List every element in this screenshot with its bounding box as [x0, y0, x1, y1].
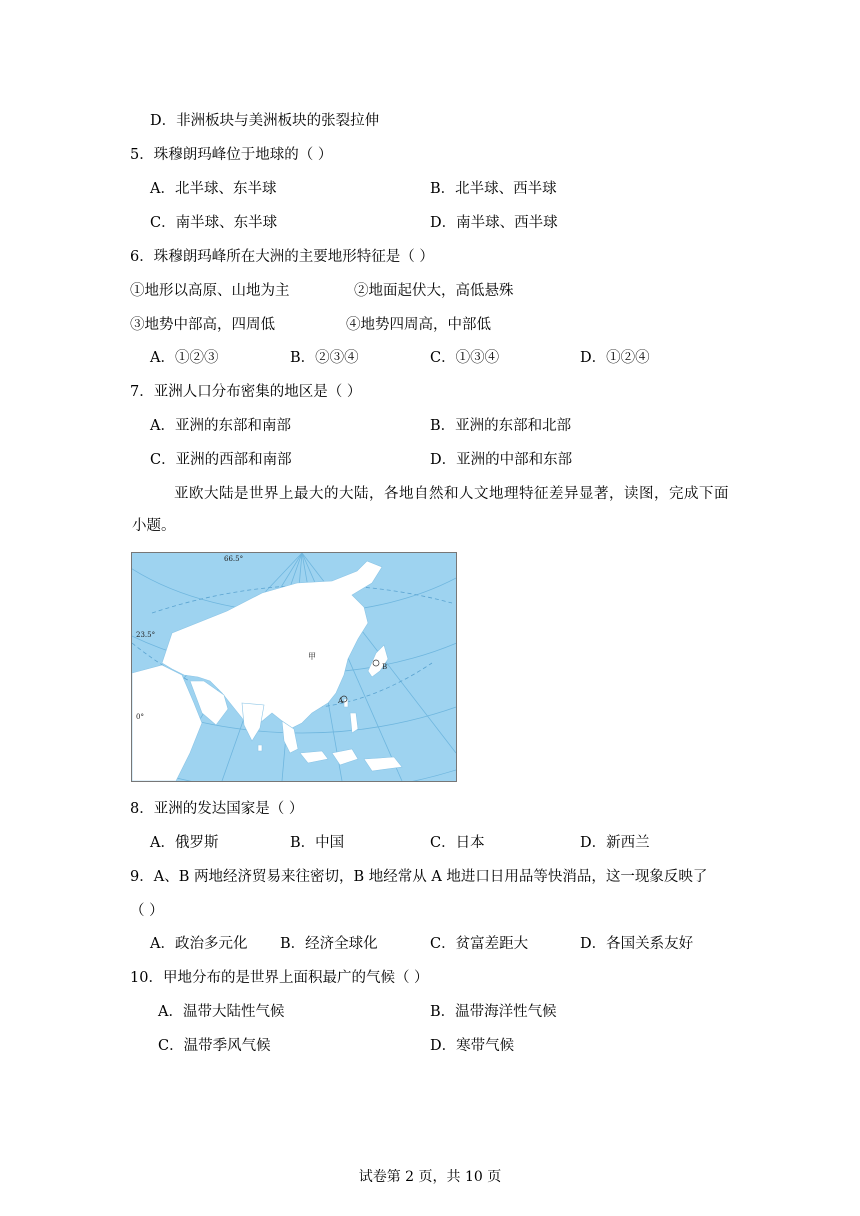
- asia-map: [131, 552, 457, 782]
- q8-option-d: D．新西兰: [580, 835, 650, 851]
- q7-option-b: B．亚洲的东部和北部: [430, 418, 572, 434]
- q10-stem: 10．甲地分布的是世界上面积最广的气候（ ）: [130, 970, 429, 986]
- q8-stem: 8．亚洲的发达国家是（ ）: [130, 801, 304, 817]
- q6-item-3: ③地势中部高，四周低: [130, 317, 275, 333]
- label-jia: 甲: [308, 652, 316, 661]
- q6-option-a: A．①②③: [150, 350, 219, 366]
- q5-option-b: B．北半球、西半球: [430, 181, 557, 197]
- label-66-5: 66.5°: [224, 555, 244, 563]
- label-a: A: [338, 697, 344, 705]
- q10-option-a: A．温带大陆性气候: [158, 1004, 285, 1020]
- q10-option-b: B．温带海洋性气候: [430, 1004, 557, 1020]
- q6-option-b: B．②③④: [290, 350, 359, 366]
- q9-option-d: D．各国关系友好: [580, 936, 694, 952]
- q7-option-a: A．亚洲的东部和南部: [150, 418, 291, 434]
- q5-option-c: C．南半球、东半球: [150, 215, 278, 231]
- q8-option-c: C．日本: [430, 835, 485, 851]
- q10-option-d: D．寒带气候: [430, 1038, 515, 1054]
- label-b: B: [382, 663, 388, 671]
- q9-option-a: A．政治多元化: [150, 936, 248, 952]
- q5-option-a: A．北半球、东半球: [150, 181, 277, 197]
- q9-stem-cont: （ ）: [130, 903, 164, 919]
- q9-option-c: C．贫富差距大: [430, 936, 529, 952]
- q6-option-c: C．①③④: [430, 350, 500, 366]
- q5-option-d: D．南半球、西半球: [430, 215, 558, 231]
- map-graphic: [132, 553, 456, 781]
- label-0: 0°: [136, 713, 144, 721]
- q7-option-c: C．亚洲的西部和南部: [150, 452, 292, 468]
- reading-intro: 亚欧大陆是世界上最大的大陆，各地自然和人文地理特征差异显著，读图，完成下面: [174, 486, 729, 502]
- q6-item-2: ②地面起伏大，高低悬殊: [354, 283, 514, 299]
- q8-option-a: A．俄罗斯: [150, 835, 219, 851]
- q6-item-4: ④地势四周高，中部低: [346, 317, 491, 333]
- q8-option-b: B．中国: [290, 835, 345, 851]
- q6-stem: 6．珠穆朗玛峰所在大洲的主要地形特征是（ ）: [130, 249, 434, 265]
- q9-stem: 9．A、B 两地经济贸易来往密切，B 地经常从 A 地进口日用品等快消品，这一现象反映了: [130, 869, 708, 885]
- reading-intro-cont: 小题。: [132, 518, 176, 534]
- q9-option-b: B．经济全球化: [280, 936, 378, 952]
- q10-option-c: C．温带季风气候: [158, 1038, 271, 1054]
- label-23-5: 23.5°: [136, 631, 156, 639]
- q4-option-d: D．非洲板块与美洲板块的张裂拉伸: [150, 113, 380, 129]
- page-footer: 试卷第 2 页，共 10 页: [358, 1169, 502, 1185]
- q7-option-d: D．亚洲的中部和东部: [430, 452, 573, 468]
- q6-item-1: ①地形以高原、山地为主: [130, 283, 290, 299]
- q6-option-d: D．①②④: [580, 350, 650, 366]
- q5-stem: 5．珠穆朗玛峰位于地球的（ ）: [130, 147, 333, 163]
- q7-stem: 7．亚洲人口分布密集的地区是（ ）: [130, 384, 362, 400]
